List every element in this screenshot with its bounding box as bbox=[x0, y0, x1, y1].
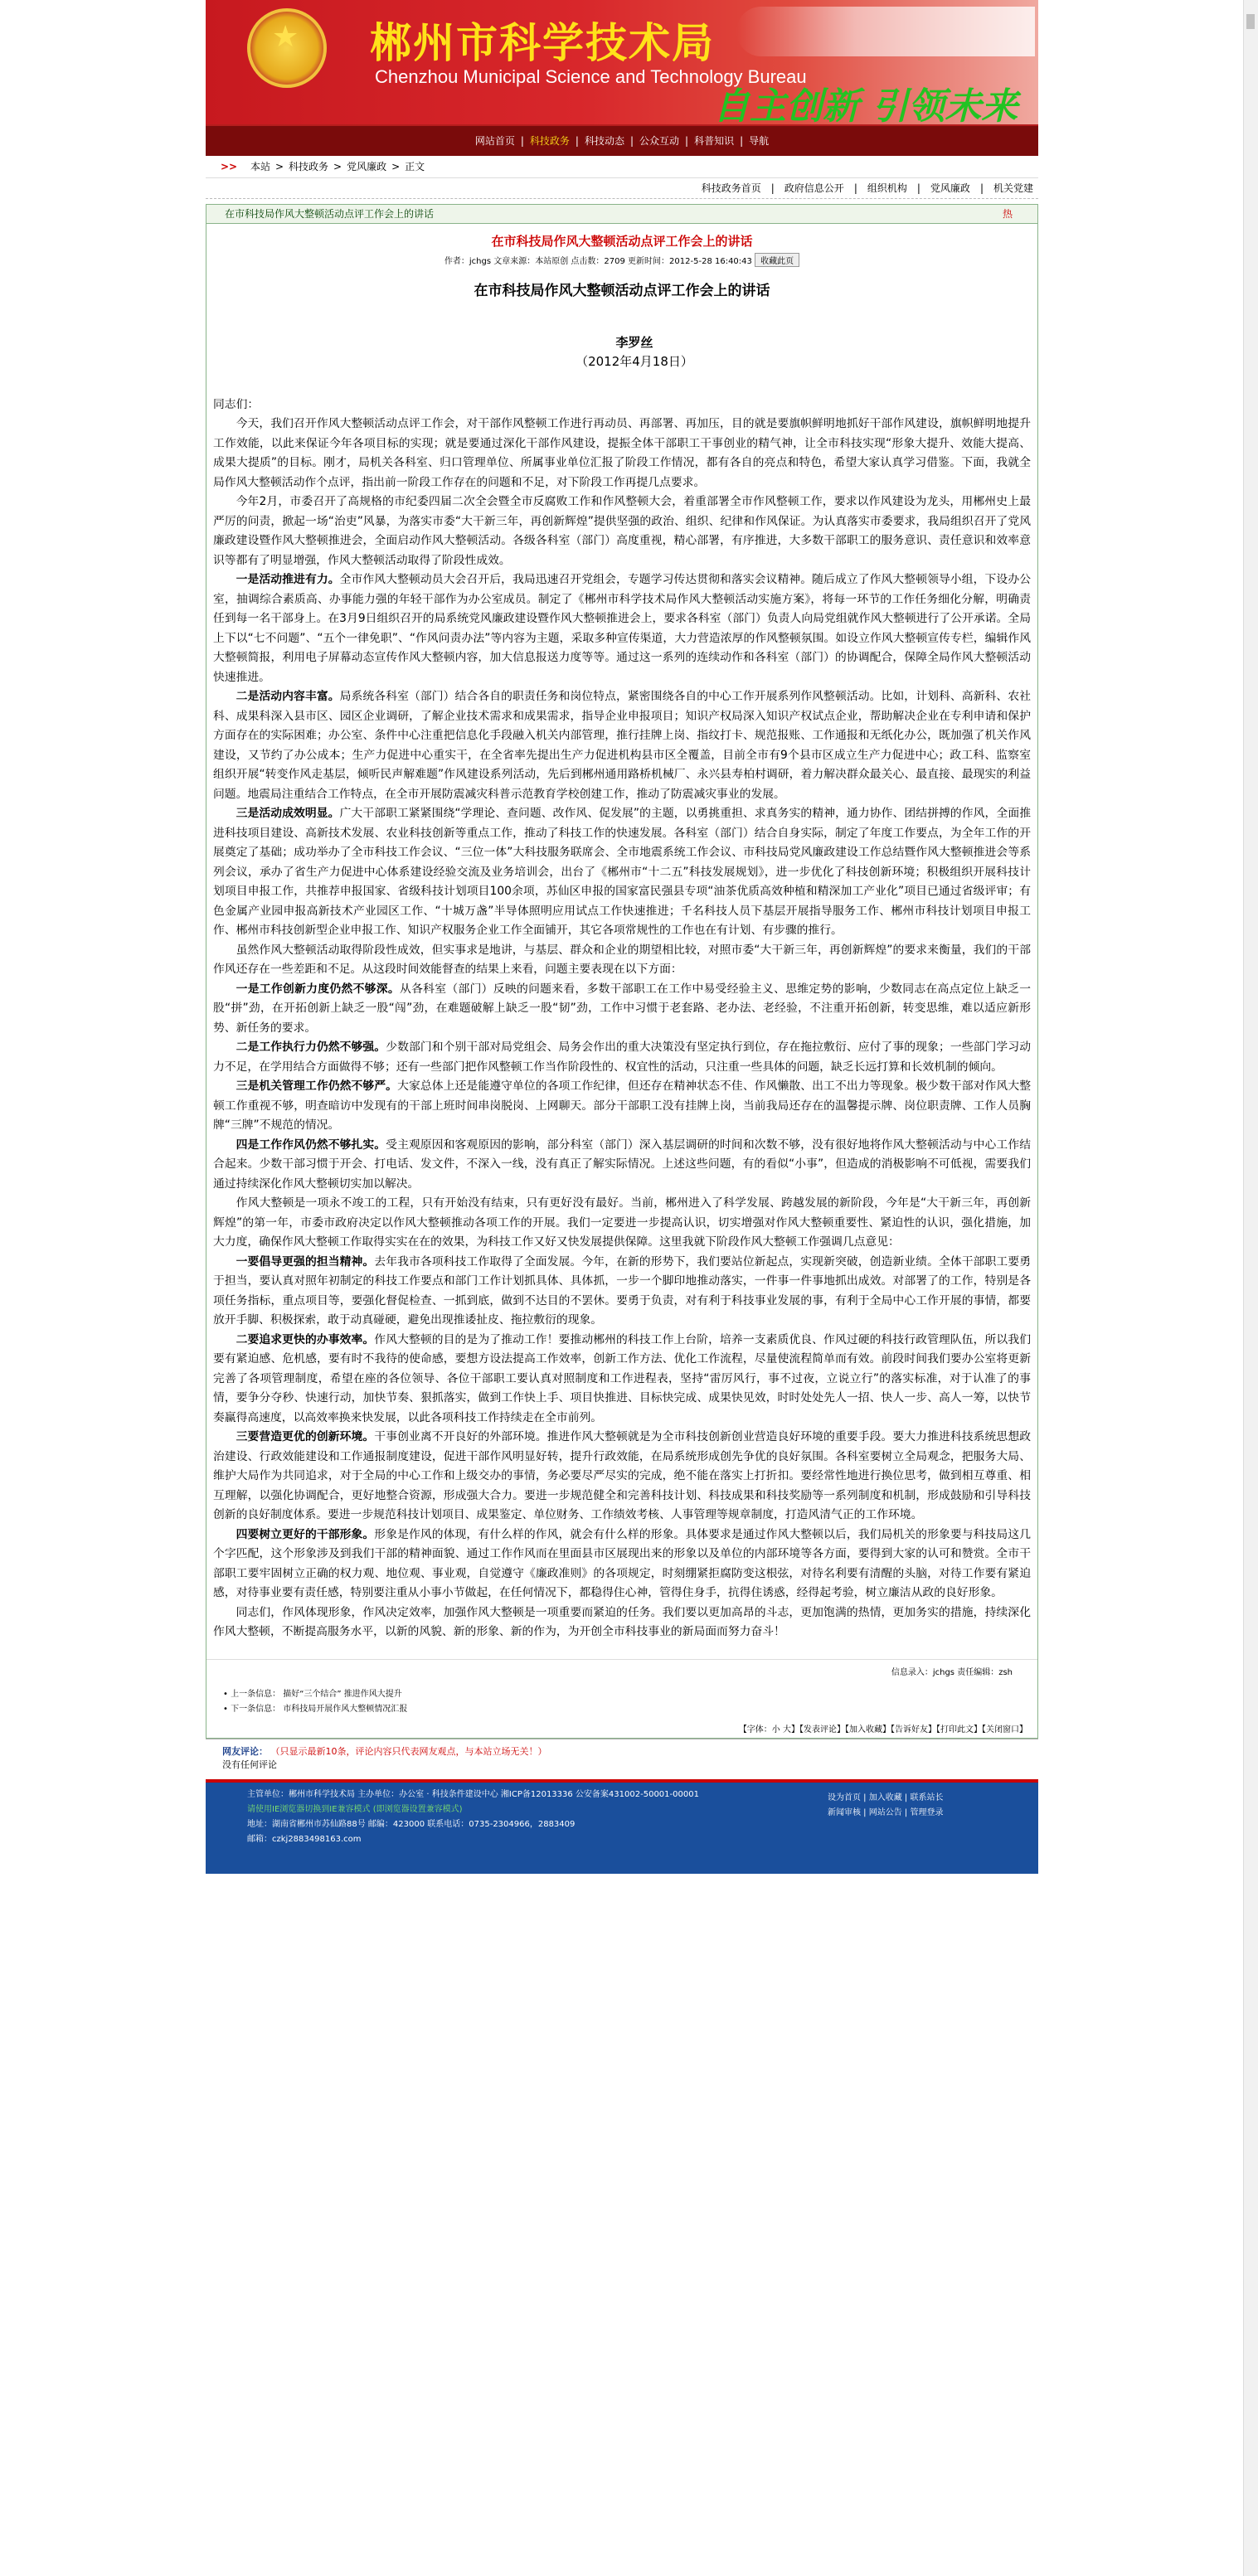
article-meta-text: 作者：jchgs 文章来源：本站原创 点击数：2709 更新时间：2012-5-28 16:40:43 bbox=[444, 257, 752, 266]
nav-item[interactable]: 科技政务 bbox=[529, 135, 570, 147]
article-paragraph bbox=[213, 980, 1031, 1039]
site-title-en: Chenzhou Municipal Science and Technology Bureau bbox=[375, 66, 807, 87]
article-date: （2012年4月18日） bbox=[576, 354, 693, 369]
nav-item[interactable]: 科普知识 bbox=[694, 135, 735, 147]
sub-nav bbox=[206, 178, 1038, 199]
paragraph-lead: 一要倡导更强的担当精神。 bbox=[236, 1254, 375, 1269]
site-title-cn: 郴州市科学技术局 bbox=[370, 19, 715, 67]
comment-section bbox=[206, 1739, 1038, 1776]
breadcrumb-separator: > bbox=[333, 161, 342, 172]
article-box-header bbox=[206, 205, 1037, 224]
paragraph-text: 虽然作风大整顿活动取得阶段性成效，但实事求是地讲，与基层、群众和企业的期望相比较，对照市委“大干新三年，再创新辉煌”的要求来衡量，我们的干部作风还存在一些差距和不足。从这段时间效能督查的结果上来看，问题主要表现在以下方面： bbox=[213, 943, 1031, 976]
nav-item[interactable]: 公众互动 bbox=[639, 135, 680, 147]
footer-line-1: 主管单位：郴州市科学技术局 主办单位：办公室 · 科技条件建设中心 湘ICP备12013336 公安备案431002-50001-00001 bbox=[247, 1789, 699, 1799]
prev-next bbox=[206, 1682, 1037, 1722]
scrollbar-thumb[interactable] bbox=[1246, 14, 1255, 29]
article-paragraph bbox=[213, 804, 1031, 941]
article-box bbox=[206, 204, 1038, 1739]
article-paragraph bbox=[213, 1194, 1031, 1253]
footer-links-1[interactable]: 设为首页 | 加入收藏 | 联系站长 bbox=[828, 1793, 944, 1802]
national-emblem-icon bbox=[247, 8, 327, 88]
site-footer bbox=[206, 1779, 1038, 1874]
article-paragraph bbox=[213, 415, 1031, 492]
nav-separator: | bbox=[575, 135, 579, 147]
page bbox=[206, 0, 1038, 1874]
train-graphic bbox=[736, 7, 1035, 56]
paragraph-lead: 一是活动推进有力。 bbox=[236, 573, 340, 586]
paragraph-lead: 二要追求更快的办事效率。 bbox=[236, 1332, 375, 1346]
breadcrumb-separator: > bbox=[391, 161, 401, 172]
subnav-item[interactable]: 组织机构 bbox=[867, 182, 907, 194]
paragraph-lead: 三是机关管理工作仍然不够严。 bbox=[236, 1079, 398, 1093]
article-box-title: 在市科技局作风大整顿活动点评工作会上的讲话 bbox=[225, 208, 435, 220]
breadcrumb-item[interactable]: 科技政务 bbox=[289, 161, 329, 172]
article-paragraph bbox=[213, 941, 1031, 980]
paragraph-text: 少数部门和个别干部对局党组会、局务会作出的重大决策没有坚定执行到位，存在拖拉敷衍、应付了事的现象；一些部门学习动力不足，在学用结合方面做得不够；还有一些部门把作风整顿工作当作阶段性的、权宜性的活动，只注重一些具体的问题，缺乏长远打算和长效机制的倾向。 bbox=[213, 1041, 1032, 1074]
article-meta bbox=[206, 253, 1037, 267]
main-nav bbox=[206, 124, 1038, 156]
nav-item[interactable]: 网站首页 bbox=[474, 135, 515, 147]
paragraph-lead: 二是工作执行力仍然不够强。 bbox=[236, 1041, 386, 1054]
footer-line-4: 邮箱：czkj2883498163.com bbox=[247, 1834, 362, 1844]
breadcrumb-arrow-icon: >> bbox=[221, 161, 238, 172]
subnav-item[interactable]: 科技政务首页 bbox=[701, 182, 761, 194]
hot-badge: 热 bbox=[1002, 208, 1013, 220]
article-heading: 在市科技局作风大整顿活动点评工作会上的讲话 bbox=[474, 283, 770, 299]
paragraph-text: 大家总体上还是能遵守单位的各项工作纪律，但还存在精神状态不佳、作风懒散、出工不出力等现象。极少数干部对作风大整顿工作重视不够，明查暗访中发现有的干部上班时间串岗脱岗、上网聊天。部分干部职工没有挂牌上岗，当前我局还存在的温馨提示牌、岗位职责牌、工作人员胸牌“三牌”不规范的情况。 bbox=[213, 1079, 1032, 1132]
article-tools[interactable]: 【字体：小 大】【发表评论】【加入收藏】【告诉好友】【打印此文】【关闭窗口】 bbox=[738, 1725, 1027, 1734]
breadcrumb bbox=[206, 156, 1038, 178]
subnav-item[interactable]: 政府信息公开 bbox=[784, 182, 844, 194]
footer-line-3: 地址：湖南省郴州市苏仙路88号 邮编：423000 联系电话：0735-2304966，2883409 bbox=[247, 1819, 576, 1829]
subnav-item[interactable]: 机关党建 bbox=[993, 182, 1033, 194]
prev-link[interactable]: • 上一条信息： 描好“三个结合” 推进作风大提升 bbox=[223, 1689, 402, 1699]
article-paragraph bbox=[213, 492, 1031, 570]
paragraph-text: 去年我市各项科技工作取得了全面发展。今年，在新的形势下，我们要站位新起点，实现新突破，创造新业绩。全体干部职工要勇于担当，要认真对照年初制定的科技工作要点和部门工作计划抓具体、具体抓，一步一个脚印地推动落实，一件事一件事地抓出成效。对部署了的工作，特别是各项任务指标，重点项目等，要强化督促检查、一抓到底，做到不达目的不罢休。要勇于负责，对有利于科技事业发展的事，有利于全局中心工作开展的事情，都要放开手脚、积极探索，敢于动真碰硬，避免出现推诿扯皮、拖拉敷衍的现象。 bbox=[213, 1254, 1032, 1327]
breadcrumb-separator: > bbox=[274, 161, 284, 172]
nav-separator: | bbox=[520, 135, 524, 147]
subnav-separator: | bbox=[916, 182, 920, 194]
article-author: 李罗丝 bbox=[615, 334, 653, 350]
paragraph-text: 从各科室（部门）反映的问题来看，多数干部职工在工作中易受经验主义、思维定势的影响，少数同志在高点定位上缺乏一股“拼”劲，在开拓创新上缺乏一股“闯”劲，在难题破解上缺乏一股“韧”劲，工作中习惯于老套路、老办法、老经验，不注重开拓创新，转变思维，难以适应新形势、新任务的要求。 bbox=[213, 982, 1032, 1035]
nav-separator: | bbox=[740, 135, 744, 147]
article-paragraph bbox=[213, 1526, 1031, 1603]
comment-label: 网友评论： bbox=[222, 1745, 268, 1757]
article-paragraph bbox=[213, 1331, 1031, 1429]
vertical-scrollbar[interactable] bbox=[1243, 0, 1258, 2576]
article-paragraph bbox=[213, 1253, 1031, 1331]
nav-separator: | bbox=[629, 135, 634, 147]
comment-warning: （只显示最新10条，评论内容只代表网友观点，与本站立场无关！） bbox=[270, 1745, 547, 1757]
article-title: 在市科技局作风大整顿活动点评工作会上的讲话 bbox=[491, 234, 753, 249]
paragraph-text: 同志们，作风体现形象，作风决定效率，加强作风大整顿是一项重要而紧迫的任务。我们要以更加高昂的斗志，更加饱满的热情，更加务实的措施，持续深化作风大整顿，不断提高服务水平，以新的风貌、新的形象、新的作为，为开创全市科技事业的新局面而努力奋斗！ bbox=[213, 1605, 1031, 1638]
article-content bbox=[206, 282, 1037, 1642]
paragraph-lead: 三要营造更优的创新环境。 bbox=[236, 1430, 375, 1443]
paragraph-text: 今年2月，市委召开了高规格的市纪委四届二次全会暨全市反腐败工作和作风整顿大会，着重部署全市作风整顿工作，要求以作风建设为龙头，用郴州史上最严厉的问责，掀起一场“治吏”风暴，为落实市委“大干新三年，再创新辉煌”提供坚强的政治、组织、纪律和作风保证。为认真落实市委要求，我局组织召开了党风廉政建设暨作风大整顿推进会，全面启动作风大整顿活动。各级各科室（部门）高度重视，精心部署，有序推进，大多数干部职工的服务意识、责任意识和效率意识等都有了明显增强，作风大整顿活动取得了阶段性成效。 bbox=[213, 495, 1031, 567]
slogan: 自主创新 引领未来 bbox=[713, 85, 1018, 124]
paragraph-lead: 四要树立更好的干部形象。 bbox=[236, 1527, 375, 1541]
bookmark-button[interactable]: 收藏此页 bbox=[755, 253, 799, 267]
next-link[interactable]: • 下一条信息： 市科技局开展作风大整顿情况汇报 bbox=[223, 1704, 408, 1714]
paragraph-text: 局系统各科室（部门）结合各自的职责任务和岗位特点，紧密围绕各自的中心工作开展系列作风整顿活动。比如，计划科、高新科、农社科、成果科深入县市区、园区企业调研，了解企业技术需求和成果需求，指导企业申报项目；知识产权局深入知识产权试点企业，帮助解决企业在专利申请和保护方面存在的实际困难；办公室、条件中心注重把信息化手段融入机关内部管理，推行挂牌上岗、指纹打卡、规范报账、工作通报和无纸化办公，既加强了机关作风建设，又节约了办公成本；生产力促进中心重实干，在全省率先提出生产力促进机构县市区全覆盖，目前全市有9个县市区成立生产力促进中心；政工科、监察室组织开展“转变作风走基层，倾听民声解难题”作风建设系列活动，先后到郴州通用路桥机械厂、永兴县寿柏村调研，着力解决群众最关心、最直接、最现实的利益问题。地震局注重结合工作特点，在全市开展防震减灾科普示范教育学校创建工作，推动了防震减灾事业的发展。 bbox=[213, 690, 1032, 801]
footer-line-2: 请使用IE浏览器切换到IE兼容模式 (即浏览器设置兼容模式) bbox=[247, 1804, 463, 1814]
paragraph-text: 作风大整顿是一项永不竣工的工程，只有开始没有结束，只有更好没有最好。当前，郴州进入了科学发展、跨越发展的新阶段，今年是“大干新三年，再创新辉煌”的第一年，市委市政府决定以作风大整顿推动各项工作的开展。我们一定要进一步提高认识，切实增强对作风大整顿重要性、紧迫性的认识，强化措施，加大力度，确保作风大整顿工作取得实实在在的效果，为科技工作又好又快发展提供保障。这里我就下阶段作风大整顿工作强调几点意见： bbox=[213, 1196, 1031, 1249]
subnav-separator: | bbox=[853, 182, 857, 194]
paragraph-text: 广大干部职工紧紧围绕“学理论、查问题、改作风、促发展”的主题，以勇挑重担、求真务实的精神，通力协作、团结拼搏的作风，全面推进科技项目建设、高新技术发展、农业科技创新等重点工作，推动了科技工作的快速发展。各科室（部门）结合自身实际，制定了年度工作要点，为全年工作的开展奠定了基础；成功举办了全市科技工作会议、“三位一体”大科技服务联席会、全市地震系统工作会议、市科技局党风廉政建设工作总结暨作风大整顿推进会等系列会议，承办了省生产力促进中心体系建设经验交流及业务培训会，出台了《郴州市“十二五”科技发展规划》，进一步优化了科技创新环境；积极组织开展科技计划项目申报工作，共推荐申报国家、省级科技计划项目100余项，苏仙区申报的国家富民强县专项“油茶优质高效种植和精深加工产业化”项目已通过省级评审；有色金属产业园申报高新技术产业园区工作、“十城万盏”半导体照明应用试点工作快速推进；千名科技人员下基层开展指导服务工作、郴州市科技计划项目申报工作、郴州市科技创新型企业申报工作、知识产权服务企业工作全面铺开，其它各项常规性的工作也在有计划、有步骤的推行。 bbox=[213, 807, 1032, 937]
article-paragraph bbox=[213, 687, 1031, 804]
paragraph-lead: 二是活动内容丰富。 bbox=[236, 690, 340, 703]
paragraph-text: 今天，我们召开作风大整顿活动点评工作会，对干部作风整顿工作进行再动员、再部署、再加压，目的就是要旗帜鲜明地抓好干部作风建设，旗帜鲜明地提升工作效能，以此来保证今年各项目标的实现；就是要通过深化干部作风建设，提振全体干部职工干事创业的精气神，让全市科技实现“形象大提升、效能大提高、成果大提质”的目标。刚才，局机关各科室、归口管理单位、所属事业单位汇报了阶段工作情况，都有各自的亮点和特色，希望大家认真学习借鉴。下面，我就全局作风大整顿活动作个点评，指出前一阶段工作存在的问题和不足，对下阶段工作再提几点要求。 bbox=[213, 417, 1031, 489]
article-paragraph bbox=[213, 1038, 1031, 1077]
article-paragraph bbox=[213, 1603, 1031, 1642]
subnav-separator: | bbox=[770, 182, 775, 194]
breadcrumb-item[interactable]: 党风廉政 bbox=[347, 161, 387, 172]
paragraph-text: 受主观原因和客观原因的影响，部分科室（部门）深入基层调研的时间和次数不够，没有很好地将作风大整顿活动与中心工作结合起来。少数干部习惯于开会、打电话、发文件，不深入一线，没有真正了解实际情况。上述这些问题，有的看似“小事”，但造成的消极影响不可低视，需要我们通过持续深化作风大整顿切实加以解决。 bbox=[213, 1138, 1032, 1191]
breadcrumb-item[interactable]: 本站 bbox=[250, 161, 270, 172]
editor-info: 信息录入：jchgs 责任编辑：zsh bbox=[206, 1659, 1037, 1682]
paragraph-lead: 一是工作创新力度仍然不够深。 bbox=[236, 982, 400, 996]
paragraph-lead: 三是活动成效明显。 bbox=[236, 807, 340, 820]
nav-item[interactable]: 导航 bbox=[749, 135, 770, 147]
footer-links-2[interactable]: 新闻审核 | 网站公告 | 管理登录 bbox=[828, 1807, 944, 1817]
subnav-item[interactable]: 党风廉政 bbox=[930, 182, 970, 194]
paragraph-text: 干事创业离不开良好的外部环境。推进作风大整顿就是为全市科技创新创业营造良好环境的重要手段。要大力推进科技系统思想政治建设、行政效能建设和工作通报制度建设，促进干部作风明显好转，提升行政效能，在局系统形成创先争优的良好氛围。各科室要树立全局观念，把服务大局、维护大局作为共同追求，对于全局的中心工作和上级交办的事情，务必要尽严尽实的完成，绝不能在落实上打折扣。要经常性地进行换位思考，做到相互尊重、相互理解，以强化协调配合，更好地整合资源，形成强大合力。要进一步规范健全和完善科技计划、科技成果和科技奖励等一系列制度和机制，形成鼓励和引导科技创新的良好制度体系。要进一步规范科技计划项目、成果鉴定、单位财务、工作绩效考核、人事管理等规章制度，打造风清气正的工作环境。 bbox=[213, 1430, 1032, 1521]
nav-item[interactable]: 科技动态 bbox=[584, 135, 624, 147]
article-paragraph bbox=[213, 570, 1031, 687]
paragraph-text: 形象是作风的体现，有什么样的作风，就会有什么样的形象。具体要求是通过作风大整顿以后，我们局机关的形象要与科技局这几个字匹配，这个形象涉及到我们干部的精神面貌、通过工作作风而在里面县市区展现出来的形象以及单位的内部环境等各方面，要得到大家的认可和赞赏。全市干部职工要牢固树立正确的权力观、地位观、事业观，自觉遵守《廉政准则》的各项规定，时刻绷紧拒腐防变这根弦，对待名利要有清醒的头脑，对待工作要有紧迫感，对待事业要有责任感，特别要注重从小事小节做起，在任何情况下，都稳得住心神，管得住身手，抗得住诱惑，经得起考验，树立廉洁从政的良好形象。 bbox=[213, 1527, 1032, 1599]
article-paragraph bbox=[213, 1428, 1031, 1526]
paragraph-text: 作风大整顿的目的是为了推动工作！要推动郴州的科技工作上台阶，培养一支素质优良、作风过硬的科技行政管理队伍，所以我们要有紧迫感、危机感，要有时不我待的使命感，要想方设法提高工作效率，创新工作方法、优化工作流程，尽量使流程简单而有效。前段时间我们要办公室将更新完善了各项管理制度，希望在座的各位领导、各位干部职工要认真对照制度和工作进程表，坚持“雷厉风行，事不过夜，立说立行”的落实标准，对于认准了的事情，要争分夺秒、快速行动，加快节奏、狠抓落实，做到工作快上手、项目快推进、目标快完成、成果快见效，时时处处先人一招、快人一步、高人一筹，以快节奏赢得高速度，以高效率换来快发展，以此各项科技工作持续走在全市前列。 bbox=[213, 1332, 1032, 1424]
subnav-separator: | bbox=[979, 182, 984, 194]
comment-empty: 没有任何评论 bbox=[222, 1759, 277, 1770]
greeting: 同志们： bbox=[213, 397, 260, 411]
article-paragraph bbox=[213, 1136, 1031, 1195]
site-banner bbox=[206, 0, 1038, 124]
breadcrumb-item: 正文 bbox=[405, 161, 425, 172]
nav-separator: | bbox=[685, 135, 689, 147]
paragraph-text: 全市作风大整顿动员大会召开后，我局迅速召开党组会，专题学习传达贯彻和落实会议精神。随后成立了作风大整顿领导小组，下设办公室，抽调综合素质高、办事能力强的年轻干部作为办公室成员。制定了《郴州市科学技术局作风大整顿活动实施方案》，将每一环节的工作任务细化分解，明确责任到每一名干部身上。在3月9日组织召开的局系统党风廉政建设暨作风大整顿推进会上，要求各科室（部门）负责人向局党组就作风大整顿进行了公开承诺。全局上下以“七不问题”、“五个一律免职”、“作风问责办法”等内容为主题，采取多种宣传渠道，大力营造浓厚的作风整顿氛围。如设立作风大整顿宣传专栏，编辑作风大整顿简报，利用电子屏幕动态宣传作风大整顿内容，加大信息报送力度等等。通过这一系列的连续动作和各科室（部门）的协调配合，保障全局作风大整顿活动快速推进。 bbox=[213, 573, 1032, 684]
paragraph-lead: 四是工作作风仍然不够扎实。 bbox=[236, 1138, 386, 1152]
article-paragraph bbox=[213, 1077, 1031, 1136]
